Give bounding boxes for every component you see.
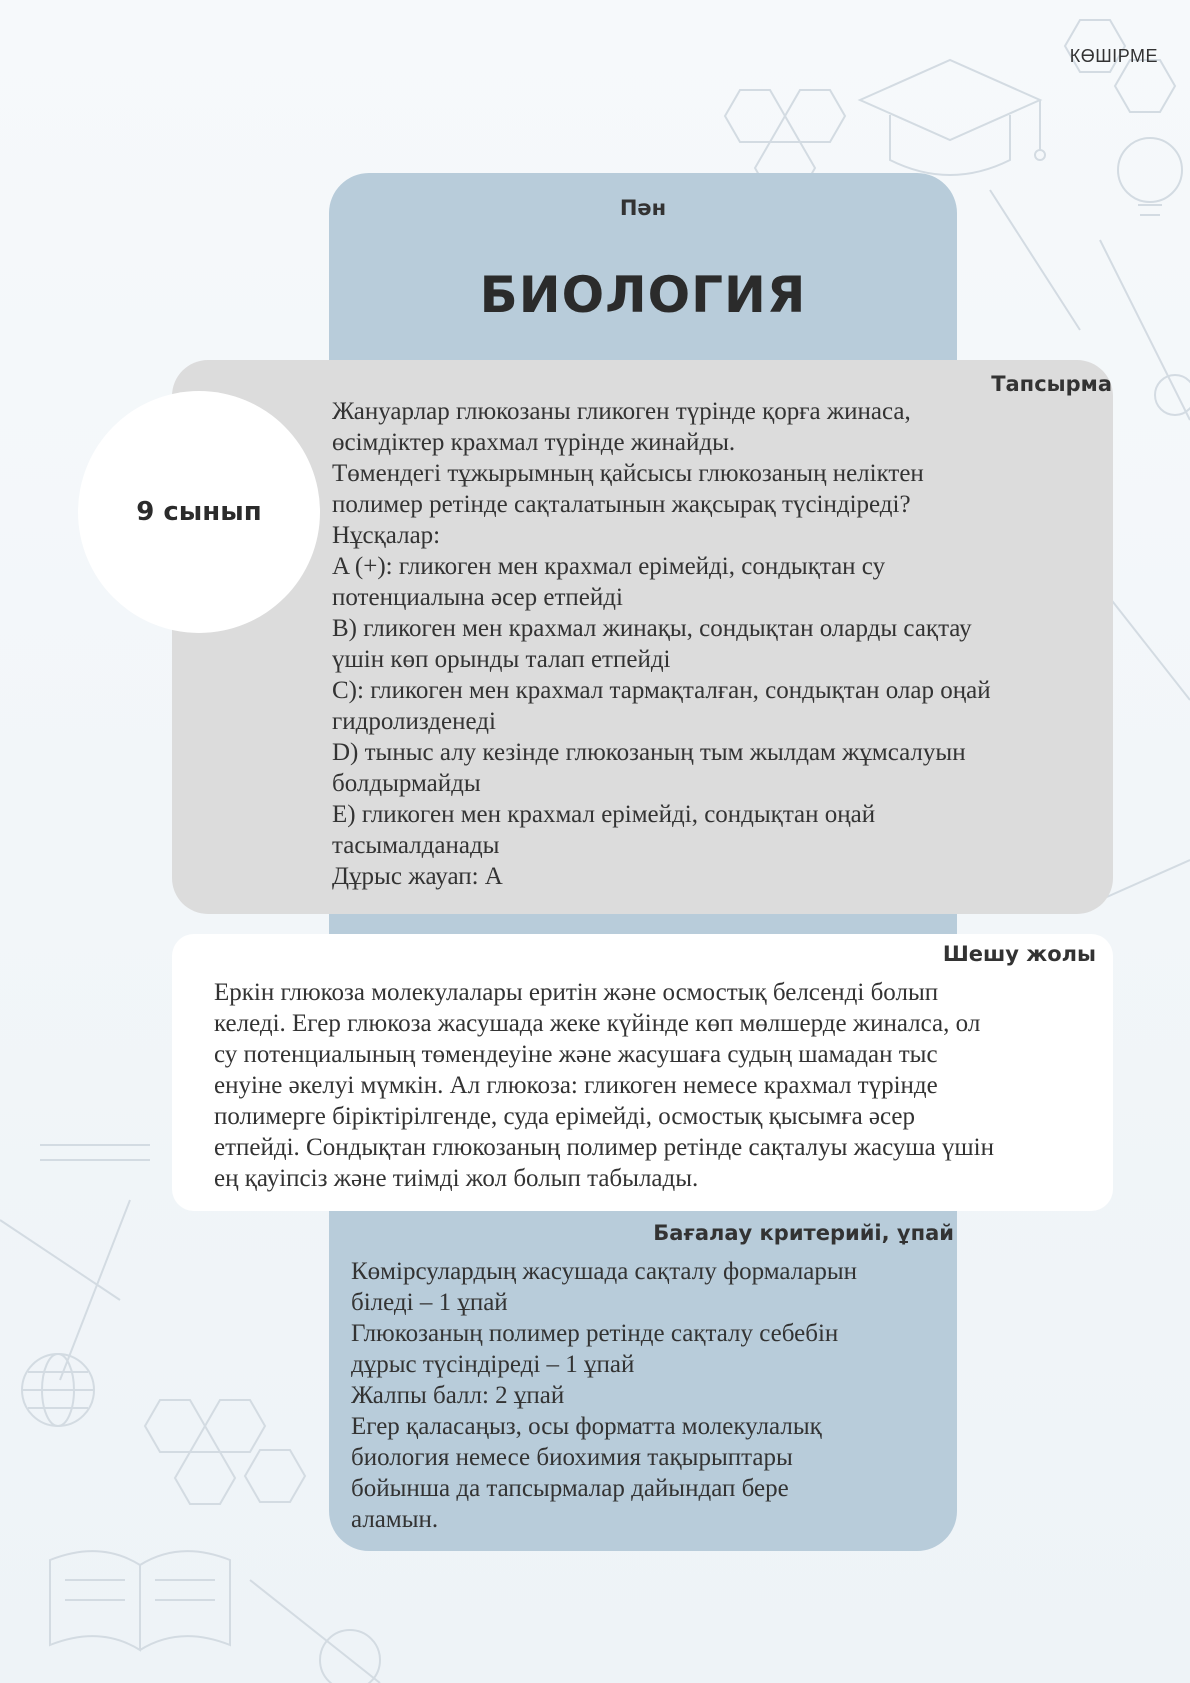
criteria-line: бойынша да тапсырмалар дайындап бере <box>351 1475 789 1502</box>
task-line: полимер ретінде сақталатынын жақсырақ түсіндіреді? <box>332 491 911 518</box>
hexagon-molecule-icon <box>145 1400 305 1504</box>
task-line: Төмендегі тұжырымның қайсысы глюкозаның неліктен <box>332 460 924 487</box>
criteria-line: Егер қаласаңыз, осы форматта молекулалық <box>351 1413 822 1440</box>
solution-text <box>214 977 1094 1194</box>
criteria-label: Бағалау критерийі, ұпай <box>653 1221 954 1245</box>
task-line: потенциалына әсер етпейді <box>332 584 623 611</box>
criteria-line: Жалпы балл: 2 ұпай <box>351 1382 565 1409</box>
solution-line: етпейді. Сондықтан глюкозаның полимер ретінде сақталуы жасуша үшін <box>214 1134 995 1161</box>
criteria-text <box>351 1256 941 1535</box>
grade-label: 9 сынып <box>136 497 262 527</box>
task-line: Жануарлар глюкозаны гликоген түрінде қорға жинаса, <box>332 398 911 425</box>
solution-line: су потенциалының төмендеуіне және жасушаға судың шамадан тыс <box>214 1041 938 1068</box>
solution-line: енуіне әкелуі мүмкін. Ал глюкоза: гликоген немесе крахмал түрінде <box>214 1072 938 1099</box>
criteria-line: аламын. <box>351 1506 439 1533</box>
lightbulb-icon <box>1118 138 1182 215</box>
criteria-line: дұрыс түсіндіреді – 1 ұпай <box>351 1351 635 1378</box>
solution-label: Шешу жолы <box>942 942 1096 966</box>
task-line: тасымалданады <box>332 832 500 859</box>
task-line: A (+): гликоген мен крахмал ерімейді, сондықтан су <box>332 553 886 580</box>
criteria-line: біледі – 1 ұпай <box>351 1289 508 1316</box>
task-line: өсімдіктер крахмал түрінде жинайды. <box>332 429 736 456</box>
task-text <box>332 396 1092 892</box>
criteria-line: Глюкозаның полимер ретінде сақталу себебін <box>351 1320 839 1347</box>
task-line: D) тыныс алу кезінде глюкозаның тым жылдам жұмсалуын <box>332 739 966 766</box>
task-line: үшін көп орынды талап етпейді <box>332 646 671 673</box>
criteria-line: Көмірсулардың жасушада сақталу формаларын <box>351 1258 857 1285</box>
copy-watermark: КӨШІРМЕ <box>1069 46 1158 66</box>
grade-badge <box>78 391 320 633</box>
solution-line: полимерге біріктірілгенде, суда ерімейді, осмостық қысымға әсер <box>214 1103 916 1130</box>
solution-line: келеді. Егер глюкоза жасушада жеке күйінде көп мөлшерде жиналса, ол <box>214 1010 981 1037</box>
task-line: E) гликоген мен крахмал ерімейді, сондықтан оңай <box>332 801 876 828</box>
task-line: Дұрыс жауап: A <box>332 863 503 890</box>
task-line: Нұсқалар: <box>332 522 441 549</box>
task-line: болдырмайды <box>332 770 481 797</box>
criteria-line: биология немесе биохимия тақырыптары <box>351 1444 793 1471</box>
task-label: Тапсырма <box>991 372 1112 396</box>
subject-label: Пән <box>619 196 667 220</box>
solution-line: ең қауіпсіз және тиімді жол болып табылады. <box>214 1165 699 1192</box>
task-line: B) гликоген мен крахмал жинақы, сондықтан оларды сақтау <box>332 615 972 642</box>
globe-icon <box>22 1354 94 1426</box>
solution-line: Еркін глюкоза молекулалары еритін және осмостық белсенді болып <box>214 979 939 1006</box>
book-icon <box>50 1551 230 1650</box>
subject-title: БИОЛОГИЯ <box>479 266 807 324</box>
task-line: C): гликоген мен крахмал тармақталған, сондықтан олар оңай <box>332 677 991 704</box>
task-line: гидролизденеді <box>332 708 496 735</box>
